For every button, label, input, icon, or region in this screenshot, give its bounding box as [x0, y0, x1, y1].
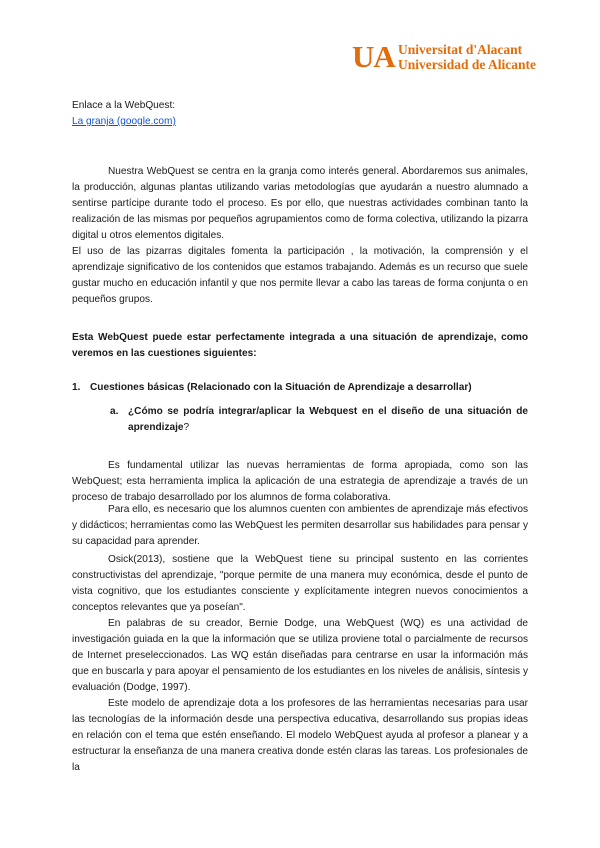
section-title: Cuestiones básicas (Relacionado con la Situación de Aprendizaje a desarrollar) [90, 382, 472, 393]
body-paragraph-3: Osick(2013), sostiene que la WebQuest tiene su principal sustento en las corrientes constructivistas del aprendizaje, "porque permite de una manera muy económica, desde el punto de vista cognitivo, que los estudiantes consciente y explícitamente integren nuevos conocimientos a conceptos relevantes que ya poseían". [72, 554, 528, 613]
subsection-letter: a. [110, 406, 119, 417]
body-paragraph-1: Es fundamental utilizar las nuevas herramientas de forma apropiada, como son las WebQuest; esta herramienta implica la aplicación de una estrategia de aprendizaje a través de un proceso de trabajo desarrollado por los alumnos de forma colaborativa. [72, 460, 528, 503]
subsection-heading [110, 404, 528, 436]
body-paragraph-2: Para ello, es necesario que los alumnos cuenten con ambientes de aprendizaje más efectivos y didácticos; herramientas como las WebQuest les permiten desarrollar sus habilidades para pensar y su capacidad para aprender. [72, 504, 528, 547]
webquest-link-label: Enlace a la WebQuest: [72, 100, 176, 111]
body-paragraph-5: Este modelo de aprendizaje dota a los profesores de las herramientas necesarias para usar las tecnologías de la información desde una perspectiva educativa, desarrollando sus propias ideas en relación con el tema que estén enseñando. El modelo WebQuest ayuda al profesor a planear y a estructurar la enseñanza de una manera creativa donde estén claras las tareas. Los profesionales de la [72, 698, 528, 773]
webquest-link-line [72, 114, 528, 130]
webquest-link[interactable]: La granja (google.com) [72, 116, 176, 127]
logo-line-spanish: Universidad de Alicante [398, 57, 537, 72]
intro-paragraph-2: El uso de las pizarras digitales fomenta la participación , la motivación, la comprensión y el aprendizaje significativo de los contenidos que estamos trabajando. Además es un recurso que suele gustar mucho en educación infantil y que nos permite llevar a cabo las tareas de forma conjunta o en pequeños grupos. [72, 246, 528, 305]
subsection-question-mark: ? [183, 422, 190, 433]
section-number: 1. [72, 382, 81, 393]
logo-line-valencian: Universitat d'Alacant [398, 42, 523, 57]
logo-names [398, 42, 536, 72]
subsection-title: ¿Cómo se podría integrar/aplicar la Webquest en el diseño de una situación de aprendizaje [128, 406, 528, 433]
intro-paragraph-1: Nuestra WebQuest se centra en la granja como interés general. Abordaremos sus animales, la producción, algunas plantas utilizando varias metodologías que ayudarán a nuestro alumnado a sentirse partícipe durante todo el proceso. Es por ello, que nuestras actividades combinan tanto la realización de las mismas por pequeños agrupamientos como de forma colectiva, utilizando la pizarra digital u otros elementos digitales. [72, 166, 528, 241]
logo-mark: UA [352, 39, 395, 74]
integration-statement: Esta WebQuest puede estar perfectamente integrada a una situación de aprendizaje, como veremos en las cuestiones siguientes: [72, 332, 528, 359]
body-paragraph-4: En palabras de su creador, Bernie Dodge, una WebQuest (WQ) es una actividad de investigación guiada en la que la información que se utiliza proviene total o parcialmente de recursos de Internet preseleccionados. Las WQ están diseñadas para centrarse en usar la información más que en buscarla y para apoyar el pensamiento de los estudiantes en los niveles de análisis, síntesis y evaluación (Dodge, 1997). [72, 618, 528, 693]
